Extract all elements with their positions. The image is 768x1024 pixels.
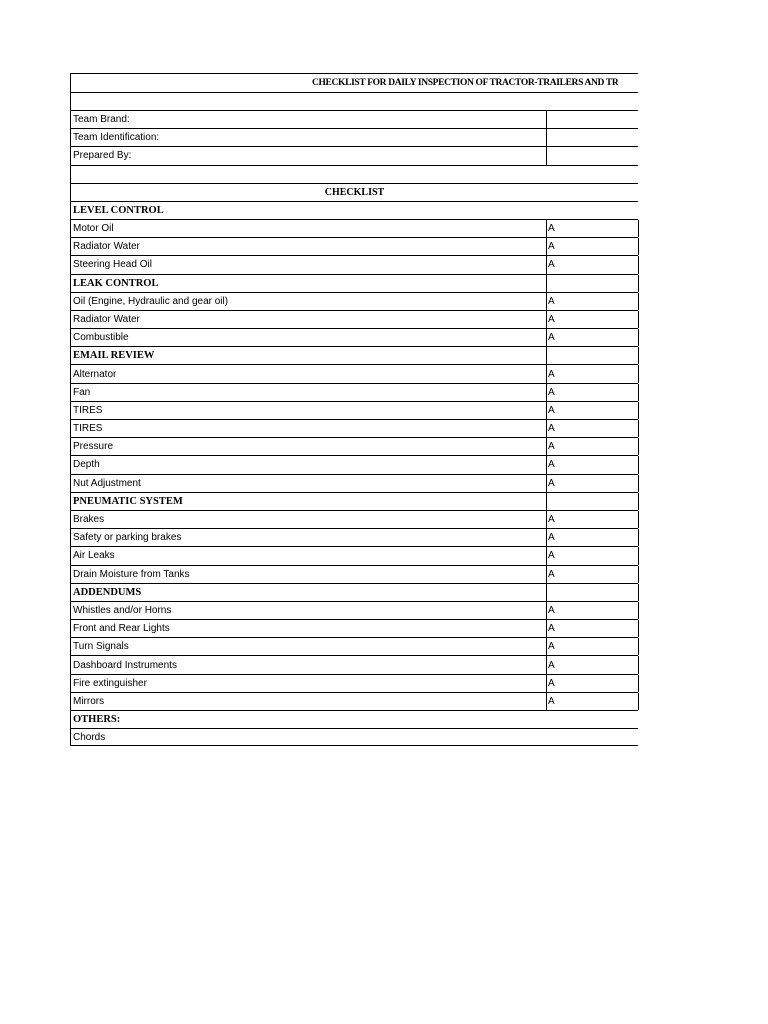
checklist-item-label: Fire extinguisher	[73, 677, 147, 689]
checklist-item-status[interactable]: A	[546, 456, 639, 473]
checklist-item-label: Air Leaks	[73, 550, 115, 562]
checklist-item-label: Radiator Water	[73, 313, 140, 325]
checklist-item-label: Nut Adjustment	[73, 477, 141, 489]
checklist-item-row	[70, 292, 638, 310]
checklist-item-row	[70, 474, 638, 492]
checklist-item-label: Dashboard Instruments	[73, 659, 177, 671]
checklist-item-label: Front and Rear Lights	[73, 623, 170, 635]
checklist-item-row	[70, 528, 638, 546]
others-item-label: Chords	[73, 731, 106, 743]
checklist-item-row	[70, 674, 638, 692]
checklist-item-row	[70, 364, 638, 382]
checklist-item-status[interactable]: A	[546, 547, 639, 564]
checklist-item-label: Radiator Water	[73, 241, 140, 253]
prepared-by-field[interactable]	[546, 147, 639, 164]
checklist-item-row	[70, 692, 638, 710]
checklist-item-row	[70, 601, 638, 619]
others-item-row	[70, 728, 638, 746]
checklist-item-label: Whistles and/or Horns	[73, 604, 172, 616]
section-header-row	[70, 274, 638, 292]
checklist-item-label: Steering Head Oil	[73, 259, 152, 271]
checklist-item-status[interactable]: A	[546, 693, 639, 710]
team-identification-label: Team Identification:	[73, 132, 160, 144]
checklist-item-status[interactable]: A	[546, 438, 639, 455]
section-title: LEAK CONTROL	[73, 277, 159, 289]
section-header-row	[70, 583, 638, 601]
section-header-row	[70, 201, 638, 219]
checklist-sheet	[70, 73, 638, 746]
checklist-item-label: Brakes	[73, 514, 105, 526]
document-title: CHECKLIST FOR DAILY INSPECTION OF TRACTOR-TRAILERS AND TR	[312, 78, 619, 88]
checklist-item-status[interactable]: A	[546, 329, 639, 346]
checklist-item-row	[70, 237, 638, 255]
checklist-heading: CHECKLIST	[324, 186, 385, 198]
checklist-item-row	[70, 328, 638, 346]
checklist-item-row	[70, 619, 638, 637]
checklist-item-label: Combustible	[73, 332, 129, 344]
checklist-item-status[interactable]: A	[546, 293, 639, 310]
checklist-item-status[interactable]: A	[546, 220, 639, 237]
checklist-item-status[interactable]: A	[546, 238, 639, 255]
section-value-cell	[546, 347, 639, 364]
checklist-item-row	[70, 401, 638, 419]
section-header-row	[70, 492, 638, 510]
checklist-item-row	[70, 510, 638, 528]
checklist-sections	[70, 201, 638, 747]
checklist-item-status[interactable]: A	[546, 384, 639, 401]
checklist-item-label: Drain Moisture from Tanks	[73, 568, 190, 580]
checklist-item-row	[70, 219, 638, 237]
checklist-item-status[interactable]: A	[546, 420, 639, 437]
checklist-item-status[interactable]: A	[546, 475, 639, 492]
checklist-item-label: Pressure	[73, 441, 114, 453]
checklist-item-status[interactable]: A	[546, 311, 639, 328]
checklist-item-label: Turn Signals	[73, 641, 129, 653]
section-value-cell	[546, 493, 639, 510]
checklist-item-label: TIRES	[73, 404, 103, 416]
checklist-item-row	[70, 565, 638, 583]
checklist-item-row	[70, 255, 638, 273]
section-title: LEVEL CONTROL	[73, 204, 164, 216]
checklist-item-label: Motor Oil	[73, 223, 114, 235]
section-title: EMAIL REVIEW	[73, 350, 155, 362]
checklist-item-row	[70, 437, 638, 455]
others-title: OTHERS:	[73, 714, 121, 726]
checklist-item-row	[70, 546, 638, 564]
title-row	[70, 73, 638, 92]
info-row-team-brand	[70, 110, 638, 128]
team-brand-label: Team Brand:	[73, 114, 130, 126]
info-row-prepared-by	[70, 146, 638, 164]
checklist-heading-row	[70, 183, 638, 201]
checklist-item-label: Alternator	[73, 368, 117, 380]
prepared-by-label: Prepared By:	[73, 150, 132, 162]
section-title: ADDENDUMS	[73, 586, 142, 598]
section-value-cell	[546, 275, 639, 292]
team-brand-field[interactable]	[546, 111, 639, 128]
others-header-row	[70, 710, 638, 728]
checklist-item-row	[70, 655, 638, 673]
checklist-item-row	[70, 637, 638, 655]
checklist-item-row	[70, 383, 638, 401]
checklist-item-label: TIRES	[73, 423, 103, 435]
section-value-cell	[546, 584, 639, 601]
checklist-item-status[interactable]: A	[546, 620, 639, 637]
checklist-item-label: Depth	[73, 459, 100, 471]
info-row-team-identification	[70, 128, 638, 146]
section-title: PNEUMATIC SYSTEM	[73, 495, 183, 507]
checklist-item-row	[70, 310, 638, 328]
checklist-item-status[interactable]: A	[546, 365, 639, 382]
checklist-item-status[interactable]: A	[546, 675, 639, 692]
checklist-item-status[interactable]: A	[546, 638, 639, 655]
checklist-item-status[interactable]: A	[546, 566, 639, 583]
checklist-item-label: Oil (Engine, Hydraulic and gear oil)	[73, 295, 229, 307]
checklist-item-status[interactable]: A	[546, 529, 639, 546]
checklist-item-row	[70, 455, 638, 473]
checklist-item-status[interactable]: A	[546, 511, 639, 528]
checklist-item-row	[70, 419, 638, 437]
section-header-row	[70, 346, 638, 364]
spacer-row	[70, 92, 638, 110]
checklist-item-status[interactable]: A	[546, 602, 639, 619]
checklist-item-status[interactable]: A	[546, 256, 639, 273]
spacer-row	[70, 165, 638, 183]
team-identification-field[interactable]	[546, 129, 639, 146]
checklist-item-status[interactable]: A	[546, 402, 639, 419]
checklist-item-label: Mirrors	[73, 695, 105, 707]
checklist-item-label: Safety or parking brakes	[73, 532, 182, 544]
checklist-item-status[interactable]: A	[546, 656, 639, 673]
checklist-item-label: Fan	[73, 386, 91, 398]
